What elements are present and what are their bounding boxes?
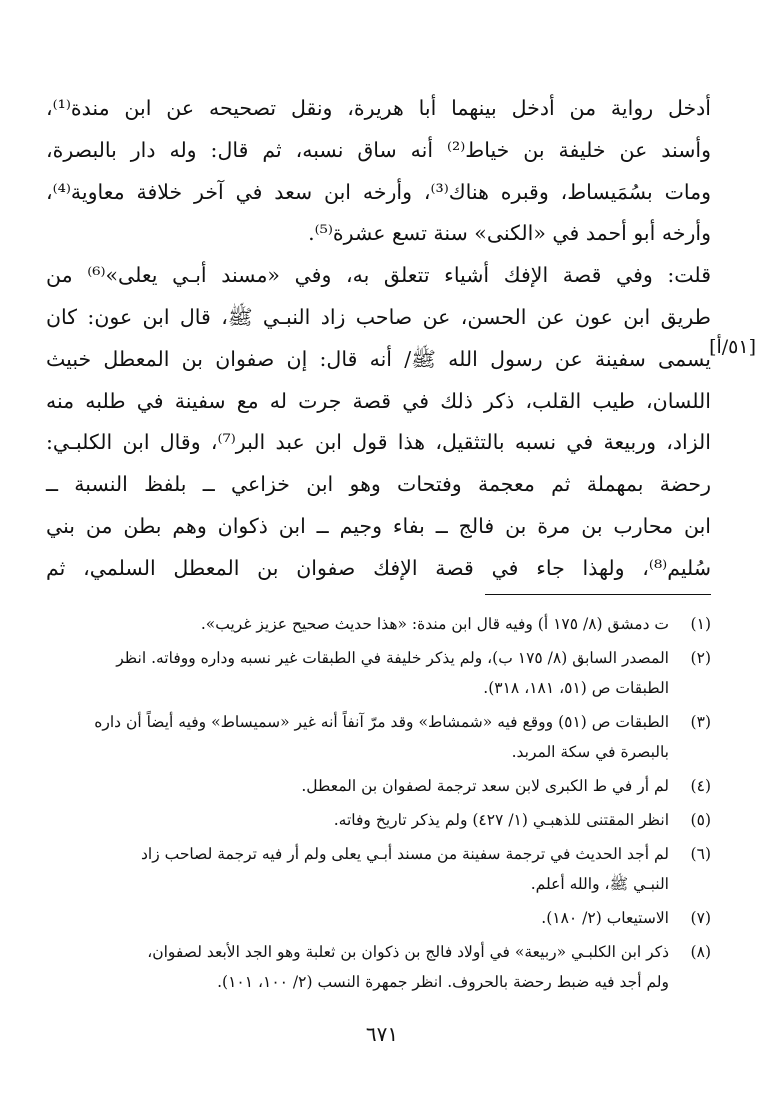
footnote-text [46, 609, 669, 639]
footnote-number: (٨) [690, 943, 711, 961]
footnote-text [46, 839, 669, 899]
footnote-line: النبـي ﷺ، والله أعلم. [530, 875, 669, 893]
footnote-number: (٦) [690, 845, 711, 863]
manuscript-folio-marker: [٥١/أ] [709, 336, 756, 358]
footnote-text [46, 805, 669, 835]
footnote-text [46, 937, 669, 997]
footnote-text [46, 707, 669, 767]
footnote-5 [46, 805, 711, 835]
footnote-6 [46, 839, 711, 899]
main-text-line: أدخل رواية من أدخل بينهما أبا هريرة، ونقل تصحيحه عن ابن مندة⁽¹⁾، [46, 96, 711, 120]
footnote-7 [46, 903, 711, 933]
footnote-number: (٤) [690, 777, 711, 795]
footnote-text [46, 643, 669, 703]
footnote-line: الطبقات ص (٥١، ١٨١، ٣١٨). [483, 679, 669, 697]
footnote-4 [46, 771, 711, 801]
main-text-line: طريق ابن عون عن الحسن، عن صاحب زاد النبـي ﷺ، قال ابن عون: كان [46, 304, 711, 329]
main-text-line: ومات بسُمَيساط، وقبره هناك⁽³⁾، وأرخه ابن سعد في آخر خلافة معاوية⁽⁴⁾، [46, 179, 711, 204]
footnote-number: (٣) [690, 713, 711, 731]
footnote-number: (٧) [690, 909, 711, 927]
main-text-line: وأسند عن خليفة بن خياط⁽²⁾ أنه ساق نسبه، ثم قال: وله دار بالبصرة، [46, 137, 711, 162]
footnote-divider [485, 594, 711, 595]
footnote-number: (٥) [690, 811, 711, 829]
main-text-line: وأرخه أبو أحمد في «الكنى» سنة تسع عشرة⁽⁵⁾. [308, 221, 711, 246]
footnote-line: ذكر ابن الكلبـي «ربيعة» في أولاد فالج بن ذكوان بن ثعلبة وهو الجد الأبعد لصفوان، [147, 943, 669, 961]
main-text-line: قلت: وفي قصة الإفك أشياء تتعلق به، وفي «مسند أبـي يعلى»⁽⁶⁾ من [46, 263, 711, 288]
footnote-3 [46, 707, 711, 767]
main-text-line: الزاد، وربيعة في نسبه بالتثقيل، هذا قول ابن عبد البر⁽⁷⁾، وقال ابن الكلبـي: [46, 430, 711, 455]
footnote-line: الاستيعاب (٢/ ١٨٠). [541, 909, 669, 927]
footnote-line: المصدر السابق (٨/ ١٧٥ ب)، ولم يذكر خليفة في الطبقات غير نسبه وداره ووفاته. انظر [116, 649, 669, 667]
main-text-line: اللسان، طيب القلب، ذكر ذلك في قصة جرت له مع سفينة في طلبه منه [46, 388, 711, 413]
footnotes-section [46, 609, 711, 1001]
footnote-text [46, 771, 669, 801]
footnote-line: الطبقات ص (٥١) ووقع فيه «شمشاط» وقد مرّ آنفاً أنه غير «سميساط» وفيه أيضاً أن داره [94, 713, 669, 731]
footnote-2 [46, 643, 711, 703]
footnote-8 [46, 937, 711, 997]
footnote-text [46, 903, 669, 933]
footnote-line: ت دمشق (٨/ ١٧٥ أ) وفيه قال ابن مندة: «هذا حديث صحيح عزيز غريب». [200, 615, 669, 633]
main-text-line: سُليم⁽⁸⁾، ولهذا جاء في قصة الإفك صفوان بن المعطل السلمي، ثم [46, 555, 711, 580]
footnote-line: بالبصرة في سكة المربد. [511, 743, 669, 761]
footnote-number: (١) [690, 615, 711, 633]
main-text-line: ابن محارب بن مرة بن فالج ــ بفاء وجيم ــ ابن ذكوان وهم بطن من بني [46, 513, 711, 538]
footnote-line: ولم أجد فيه ضبط رحضة بالحروف. انظر جمهرة النسب (٢/ ١٠٠، ١٠١). [217, 973, 669, 991]
footnote-line: انظر المقتنى للذهبـي (١/ ٤٢٧) ولم يذكر تاريخ وفاته. [333, 811, 669, 829]
main-text-line: رحضة بمهملة ثم معجمة وفتحات وهو ابن خزاعي ــ بلفظ النسبة ــ [46, 472, 711, 497]
footnote-1 [46, 609, 711, 639]
footnote-number: (٢) [690, 649, 711, 667]
footnote-line: لم أر في ط الكبرى لابن سعد ترجمة لصفوان بن المعطل. [301, 777, 669, 795]
page-number: ٦٧١ [365, 1022, 399, 1046]
main-text-line: يسمى سفينة عن رسول الله ﷺ/ أنه قال: إن صفوان بن المعطل خبيث [46, 346, 711, 371]
main-text-block [46, 88, 711, 590]
footnote-line: لم أجد الحديث في ترجمة سفينة من مسند أبـي يعلى ولم أر فيه ترجمة لصاحب زاد [141, 845, 669, 863]
